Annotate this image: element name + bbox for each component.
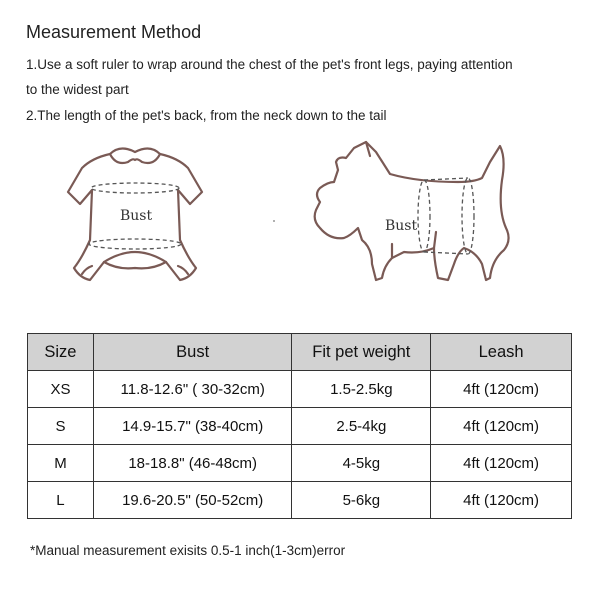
instruction-line-3: 2.The length of the pet's back, from the neck down to the tail xyxy=(26,108,387,123)
size-table xyxy=(27,333,572,519)
table-row xyxy=(28,482,572,519)
dog-illustration xyxy=(308,140,528,300)
measurement-note: *Manual measurement exisits 0.5-1 inch(1-3cm)error xyxy=(30,543,346,558)
cell-size: L xyxy=(28,482,94,519)
cell-bust: 14.9-15.7" (38-40cm) xyxy=(93,408,292,445)
cell-bust: 18-18.8" (46-48cm) xyxy=(93,445,292,482)
cell-leash: 4ft (120cm) xyxy=(431,482,572,519)
instruction-line-1: 1.Use a soft ruler to wrap around the chest of the pet's front legs, paying attention xyxy=(26,57,513,72)
table-header-row xyxy=(28,334,572,371)
header-bust: Bust xyxy=(93,334,292,371)
cell-weight: 2.5-4kg xyxy=(292,408,431,445)
cell-bust: 19.6-20.5" (50-52cm) xyxy=(93,482,292,519)
cell-size: M xyxy=(28,445,94,482)
instruction-line-2: to the widest part xyxy=(26,82,129,97)
header-size: Size xyxy=(28,334,94,371)
cell-weight: 4-5kg xyxy=(292,445,431,482)
cell-leash: 4ft (120cm) xyxy=(431,408,572,445)
header-leash: Leash xyxy=(431,334,572,371)
table-row xyxy=(28,445,572,482)
page-title: Measurement Method xyxy=(26,22,202,42)
decorative-dot xyxy=(273,220,275,222)
header-weight: Fit pet weight xyxy=(292,334,431,371)
table-row xyxy=(28,408,572,445)
cell-bust: 11.8-12.6" ( 30-32cm) xyxy=(93,371,292,408)
cell-leash: 4ft (120cm) xyxy=(431,371,572,408)
cell-weight: 5-6kg xyxy=(292,482,431,519)
cell-weight: 1.5-2.5kg xyxy=(292,371,431,408)
shirt-bust-label: Bust xyxy=(120,208,153,224)
cell-leash: 4ft (120cm) xyxy=(431,445,572,482)
dog-bust-label: Bust xyxy=(385,218,418,234)
table-row xyxy=(28,371,572,408)
cell-size: XS xyxy=(28,371,94,408)
cell-size: S xyxy=(28,408,94,445)
